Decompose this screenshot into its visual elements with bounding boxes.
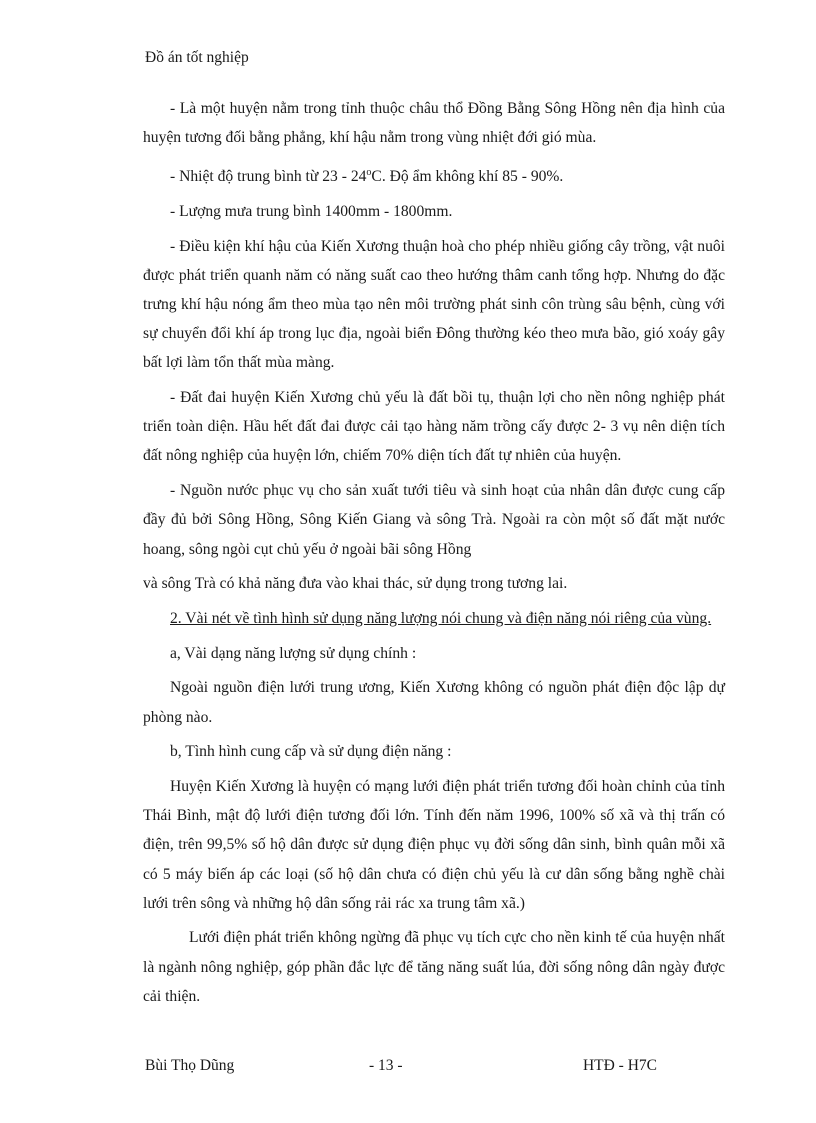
temperature-text: - Nhiệt độ trung bình từ 23 - 24 xyxy=(170,168,367,186)
paragraph-water-continued: và sông Trà có khả năng đưa vào khai thác, sử dụng trong tương lai. xyxy=(143,575,568,593)
paragraph-water: - Nguồn nước phục vụ cho sản xuất tưới tiêu và sinh hoạt của nhân dân được cung cấp đầy đủ bởi Sông Hồng, Sông Kiến Giang và sông Trà. Ngoài ra còn một số đất mặt nước hoang, sông ngòi cụt chủ yếu ở ngoài bãi sông Hồng xyxy=(143,482,725,558)
paragraph-grid-development: Lưới điện phát triển không ngừng đã phục vụ tích cực cho nền kinh tế của huyện nhất là ngành nông nghiệp, góp phần đắc lực để tăng năng suất lúa, đời sống nông dân ngày được cải thiện. xyxy=(143,929,725,1005)
paragraph-land: - Đất đai huyện Kiến Xương chủ yếu là đất bồi tụ, thuận lợi cho nền nông nghiệp phát triển toàn diện. Hầu hết đất đai được cải tạo hàng năm trồng cấy được 2- 3 vụ nên diện tích đất nông nghiệp của huyện lớn, chiếm 70% diện tích đất tự nhiên của huyện. xyxy=(143,389,725,465)
paragraph-terrain: - Là một huyện nằm trong tỉnh thuộc châu thổ Đồng Bằng Sông Hồng nên địa hình của huyện tương đối bằng phẳng, khí hậu nằm trong vùng nhiệt đới gió mùa. xyxy=(143,100,725,147)
paragraph-temperature xyxy=(143,158,725,191)
humidity-text: C. Độ ẩm không khí 85 - 90%. xyxy=(371,168,564,186)
page-footer xyxy=(145,1057,657,1077)
section-heading: 2. Vài nét về tình hình sử dụng năng lượng nói chung và điện năng nói riêng của vùng. xyxy=(170,609,712,627)
footer-author: Bùi Thọ Dũng xyxy=(145,1057,235,1074)
subheading-electricity-supply: b, Tình hình cung cấp và sử dụng điện năng : xyxy=(170,743,452,761)
paragraph-rainfall: - Lượng mưa trung bình 1400mm - 1800mm. xyxy=(170,202,453,220)
subheading-energy-types: a, Vài dạng năng lượng sử dụng chính : xyxy=(170,644,417,662)
paragraph-grid-source: Ngoài nguồn điện lưới trung ương, Kiến Xương không có nguồn phát điện độc lập dự phòng nào. xyxy=(143,679,725,726)
document-body xyxy=(143,94,725,1017)
footer-class-code: HTĐ - H7C xyxy=(582,1057,657,1074)
paragraph-electricity-network: Huyện Kiến Xương là huyện có mạng lưới điện phát triển tương đối hoàn chỉnh của tỉnh Thái Bình, mật độ lưới điện tương đối lớn. Tính đến năm 1996, 100% số xã và thị trấn có điện, trên 99,5% số hộ dân được sử dụng điện phục vụ đời sống dân sinh, bình quân mỗi xã có 5 máy biến áp các loại (số hộ dân chưa có điện chủ yếu là cư dân sống bằng nghề chài lưới trên sông và những hộ dân sống rải rác xa trung tâm xã.) xyxy=(143,777,725,912)
footer-page-number: - 13 - xyxy=(369,1057,403,1074)
page-header: Đồ án tốt nghiệp xyxy=(145,49,249,66)
degree-superscript: o xyxy=(366,166,372,178)
paragraph-climate: - Điều kiện khí hậu của Kiến Xương thuận hoà cho phép nhiều giống cây trồng, vật nuôi được phát triển quanh năm có năng suất cao theo hướng thâm canh tổng hợp. Nhưng do đặc trưng khí hậu nóng ẩm theo mùa tạo nên môi trường phát sinh côn trùng sâu bệnh, cùng với sự chuyển đổi khí áp trong lục địa, ngoài biển Đông thường kéo theo mưa bão, gió xoáy gây bất lợi làm tổn thất mùa màng. xyxy=(143,237,725,372)
